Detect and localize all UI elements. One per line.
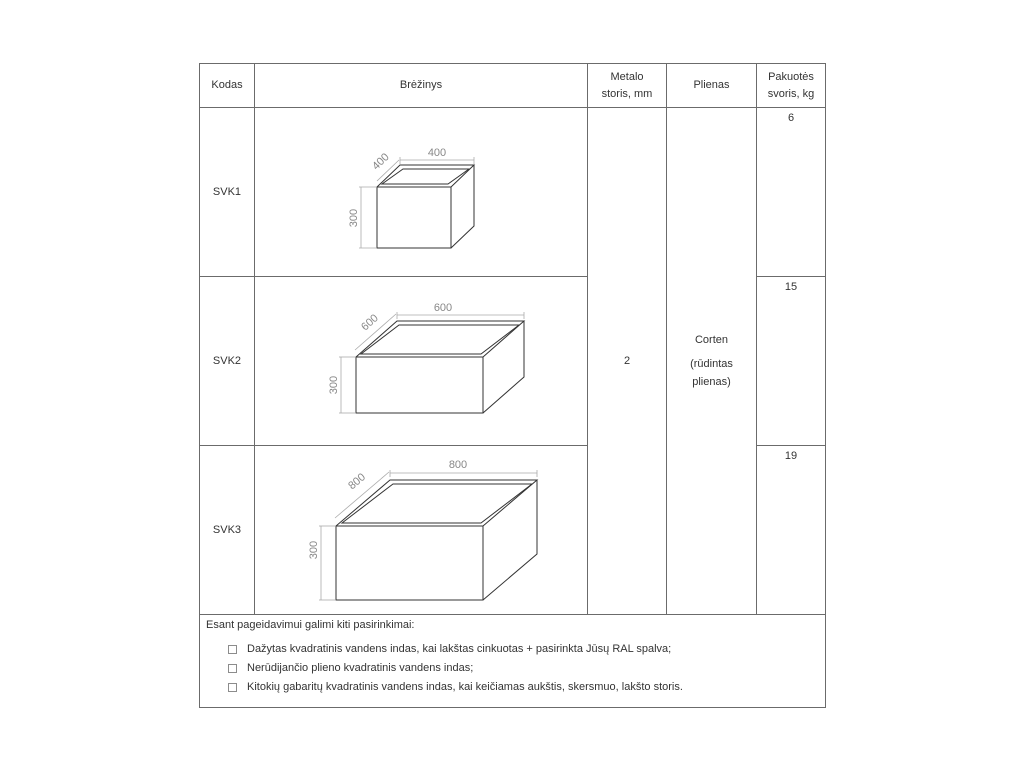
dim-width-label: 600 bbox=[433, 302, 453, 314]
product-drawing bbox=[255, 277, 588, 446]
dim-width-label: 400 bbox=[427, 147, 447, 159]
header-svoris-line2: svoris, kg bbox=[767, 87, 815, 100]
metal-thickness-cell: 2 bbox=[588, 108, 667, 615]
steel-line2: (rūdintas bbox=[690, 358, 733, 370]
product-drawing bbox=[255, 446, 588, 615]
header-metalo-storis bbox=[588, 64, 667, 108]
package-weight: 6 bbox=[757, 108, 826, 277]
dim-height-label: 300 bbox=[348, 208, 360, 228]
header-svoris-line1: Pakuotės bbox=[768, 70, 814, 83]
checkbox-bullet-icon bbox=[228, 645, 237, 654]
options-list bbox=[206, 640, 819, 697]
box-drawing-svk3 bbox=[255, 446, 588, 614]
header-metalo-line1: Metalo bbox=[610, 70, 644, 83]
header-kodas: Kodas bbox=[200, 64, 255, 108]
dim-height-label: 300 bbox=[308, 540, 320, 560]
package-weight: 19 bbox=[757, 446, 826, 615]
dim-depth-label: 600 bbox=[359, 312, 381, 334]
product-code: SVK2 bbox=[200, 277, 255, 446]
box-drawing-svk2 bbox=[255, 277, 588, 445]
header-plienas: Plienas bbox=[667, 64, 757, 108]
dim-depth-label: 400 bbox=[370, 151, 392, 173]
dim-width-label: 800 bbox=[448, 459, 468, 471]
dim-depth-label: 800 bbox=[346, 471, 368, 493]
steel-line3: plienas) bbox=[692, 376, 731, 388]
notes-intro: Esant pageidavimui galimi kiti pasirinkimai: bbox=[206, 619, 415, 631]
product-code: SVK1 bbox=[200, 108, 255, 277]
checkbox-bullet-icon bbox=[228, 664, 237, 673]
notes-row bbox=[200, 615, 826, 708]
option-text: Nerūdijančio plieno kvadratinis vandens indas; bbox=[247, 662, 474, 674]
header-metalo-line2: storis, mm bbox=[601, 87, 653, 100]
steel-type-cell bbox=[667, 108, 757, 615]
product-code: SVK3 bbox=[200, 446, 255, 615]
header-row bbox=[200, 64, 826, 108]
option-text: Dažytas kvadratinis vandens indas, kai lakštas cinkuotas + pasirinkta Jūsų RAL spalva; bbox=[247, 643, 672, 655]
notes-cell bbox=[200, 615, 826, 708]
checkbox-bullet-icon bbox=[228, 683, 237, 692]
product-drawing bbox=[255, 108, 588, 277]
box-drawing-svk1 bbox=[255, 108, 588, 276]
list-item bbox=[228, 659, 819, 678]
header-svoris bbox=[757, 64, 826, 108]
steel-line1: Corten bbox=[694, 334, 729, 346]
list-item bbox=[228, 640, 819, 659]
option-text: Kitokių gabaritų kvadratinis vandens indas, kai keičiamas aukštis, skersmuo, lakšto storis. bbox=[247, 681, 683, 693]
table-row bbox=[200, 108, 826, 277]
header-brezinys: Brėžinys bbox=[255, 64, 588, 108]
package-weight: 15 bbox=[757, 277, 826, 446]
dim-height-label: 300 bbox=[328, 375, 340, 395]
list-item bbox=[228, 678, 819, 697]
spec-table bbox=[199, 63, 826, 708]
